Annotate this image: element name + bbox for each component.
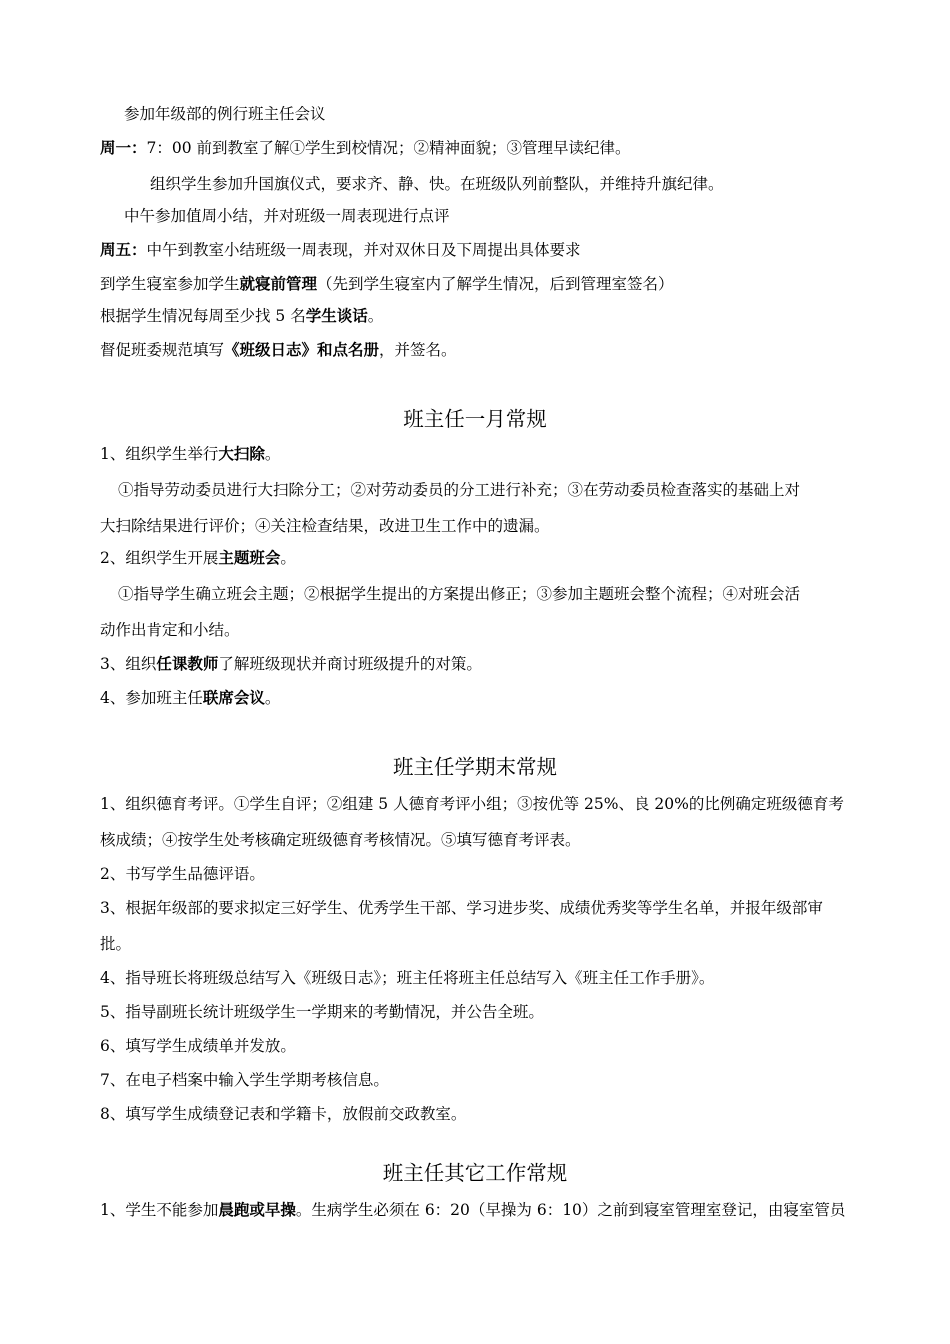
flag-ceremony-line: 组织学生参加升国旗仪式，要求齐、静、快。在班级队列前整队，并维持升旗纪律。 — [150, 175, 724, 193]
noon-summary-line: 中午参加值周小结，并对班级一周表现进行点评 — [124, 207, 450, 225]
monthly-item-3: 3、组织任课教师了解班级现状并商讨班级提升的对策。 — [100, 655, 482, 673]
class-log-line: 督促班委规范填写《班级日志》和点名册，并签名。 — [100, 341, 457, 359]
monthly-heading: 班主任一月常规 — [403, 407, 547, 431]
monthly-item-4: 4、参加班主任联席会议。 — [100, 689, 281, 707]
term-item-6: 6、填写学生成绩单并发放。 — [100, 1037, 296, 1055]
monday-label: 周一： — [100, 139, 147, 157]
term-item-2: 2、书写学生品德评语。 — [100, 865, 265, 883]
weekly-meeting-line: 参加年级部的例行班主任会议 — [124, 105, 326, 123]
monthly-item-1-detail: ①指导劳动委员进行大扫除分工；②对劳动委员的分工进行补充；③在劳动委员检查落实的基础上对 — [118, 481, 801, 499]
monthly-item-2: 2、组织学生开展主题班会。 — [100, 549, 296, 567]
term-end-heading: 班主任学期末常规 — [393, 755, 557, 779]
dorm-management-line: 到学生寝室参加学生就寝前管理（先到学生寝室内了解学生情况，后到管理室签名） — [100, 275, 674, 293]
monthly-item-2-detail-cont: 动作出肯定和小结。 — [100, 621, 240, 639]
term-item-5: 5、指导副班长统计班级学生一学期来的考勤情况，并公告全班。 — [100, 1003, 544, 1021]
monthly-item-1: 1、组织学生举行大扫除。 — [100, 445, 281, 463]
monthly-item-2-detail: ①指导学生确立班会主题；②根据学生提出的方案提出修正；③参加主题班会整个流程；④对班会活 — [118, 585, 801, 603]
friday-label: 周五： — [100, 241, 147, 259]
term-item-8: 8、填写学生成绩登记表和学籍卡，放假前交政教室。 — [100, 1105, 467, 1123]
other-heading: 班主任其它工作常规 — [382, 1161, 568, 1185]
monday-line: 周一：7：00 前到教室了解①学生到校情况；②精神面貌；③管理早读纪律。 — [100, 139, 631, 157]
term-item-1-cont: 核成绩；④按学生处考核确定班级德育考核情况。⑤填写德育考评表。 — [100, 831, 581, 849]
friday-line: 周五：中午到教室小结班级一周表现，并对双休日及下周提出具体要求 — [100, 241, 581, 259]
term-item-3-cont: 批。 — [100, 935, 132, 953]
term-item-4: 4、指导班长将班级总结写入《班级日志》；班主任将班主任总结写入《班主任工作手册》。 — [100, 969, 715, 987]
term-item-3: 3、根据年级部的要求拟定三好学生、优秀学生干部、学习进步奖、成绩优秀奖等学生名单，并报年级部审 — [100, 899, 823, 917]
student-talk-line: 根据学生情况每周至少找 5 名学生谈话。 — [100, 307, 384, 325]
term-item-1: 1、组织德育考评。①学生自评；②组建 5 人德育考评小组；③按优等 25%、良 20%的比例确定班级德育考 — [100, 795, 844, 813]
other-item-1: 1、学生不能参加晨跑或早操。生病学生必须在 6：20（早操为 6：10）之前到寝室管理室登记，由寝室管员 — [100, 1201, 846, 1219]
term-item-7: 7、在电子档案中输入学生学期考核信息。 — [100, 1071, 389, 1089]
monthly-item-1-detail-cont: 大扫除结果进行评价；④关注检查结果，改进卫生工作中的遗漏。 — [100, 517, 550, 535]
